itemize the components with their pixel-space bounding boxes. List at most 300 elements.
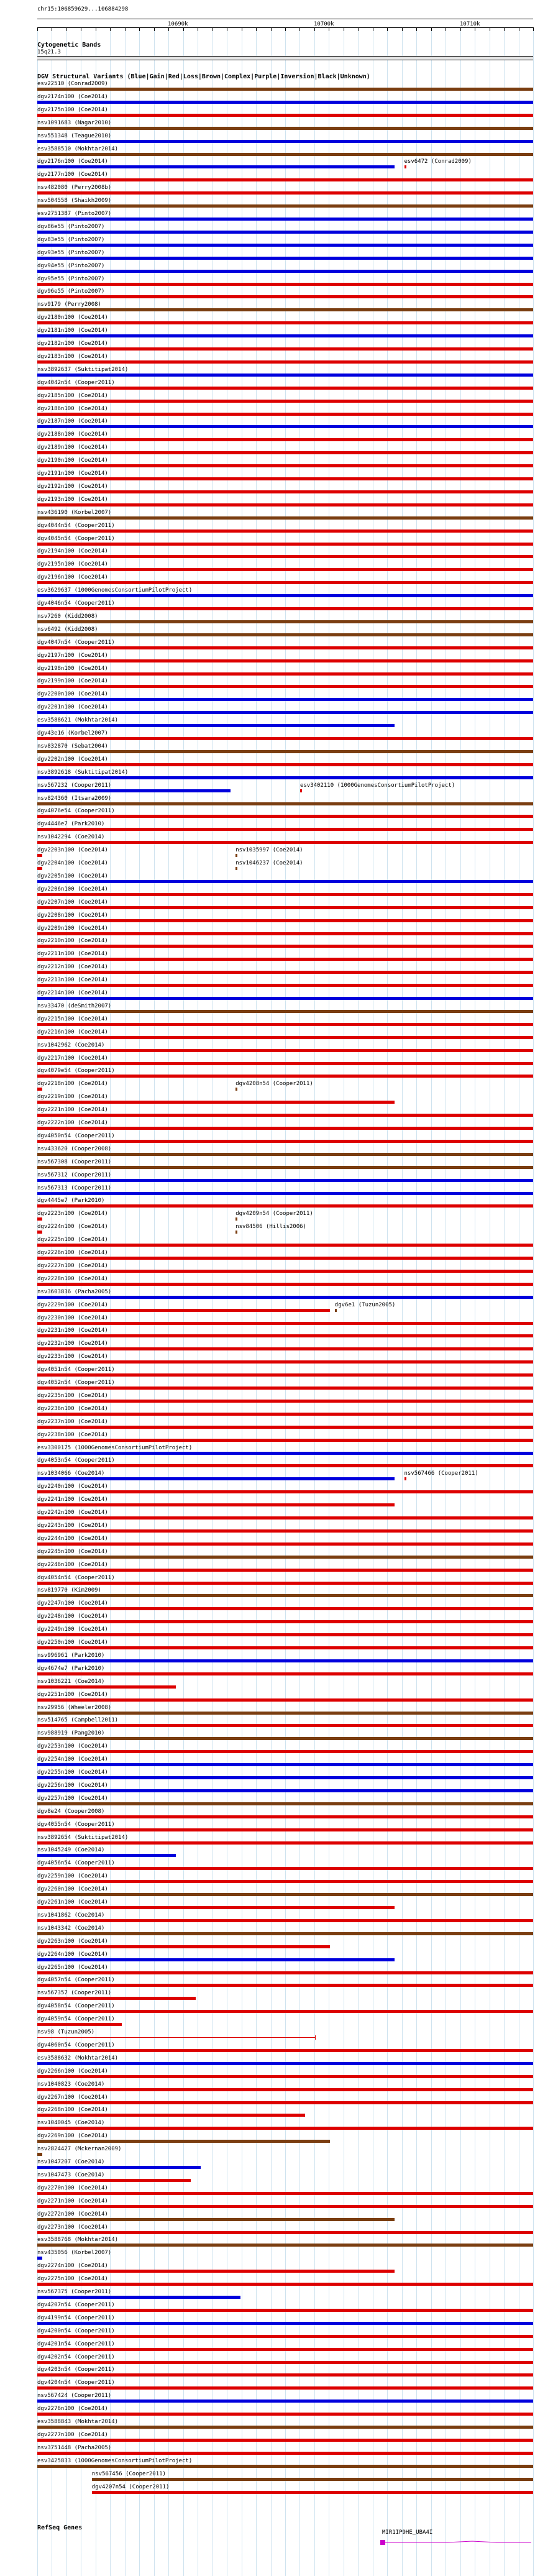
sv-bar[interactable]	[37, 1179, 533, 1182]
sv-label[interactable]: dgv2260n100 (Coe2014)	[37, 1886, 108, 1893]
sv-label[interactable]: nsv1036221 (Coe2014)	[37, 1678, 105, 1685]
sv-label[interactable]: dgv4060n54 (Cooper2011)	[37, 2042, 115, 2048]
sv-bar[interactable]	[37, 321, 533, 324]
sv-label[interactable]: dgv2276n100 (Coe2014)	[37, 2406, 108, 2413]
sv-bar[interactable]	[37, 516, 533, 520]
sv-bar[interactable]	[37, 1166, 533, 1169]
sv-bar[interactable]	[37, 2114, 305, 2117]
sv-label[interactable]: dgv4674e7 (Park2010)	[37, 1665, 105, 1672]
sv-bar[interactable]	[37, 1244, 533, 1247]
sv-bar[interactable]	[37, 2153, 42, 2156]
sv-bar[interactable]	[37, 2179, 191, 2182]
sv-bar[interactable]	[37, 270, 533, 273]
sv-bar[interactable]	[37, 490, 533, 493]
sv-bar[interactable]	[37, 672, 533, 676]
sv-bar[interactable]	[37, 2127, 533, 2130]
sv-label[interactable]: dgv2174n100 (Coe2014)	[37, 93, 108, 100]
sv-bar[interactable]	[37, 387, 533, 390]
sv-label[interactable]: dgv2215n100 (Coe2014)	[37, 1015, 108, 1022]
sv-bar[interactable]	[37, 854, 42, 857]
sv-label[interactable]: dgv2217n100 (Coe2014)	[37, 1055, 108, 1061]
sv-bar[interactable]	[37, 295, 533, 298]
sv-label[interactable]: dgv2219n100 (Coe2014)	[37, 1094, 108, 1101]
sv-bar[interactable]	[37, 218, 533, 221]
sv-label[interactable]: nsv2824427 (Mckernan2009)	[37, 2146, 122, 2153]
sv-bar-secondary[interactable]	[235, 867, 237, 870]
sv-bar[interactable]	[37, 1413, 533, 1416]
sv-label[interactable]: dgv2274n100 (Coe2014)	[37, 2263, 108, 2270]
sv-bar[interactable]	[37, 1283, 533, 1286]
sv-bar[interactable]	[37, 1373, 533, 1377]
sv-bar[interactable]	[37, 1426, 533, 1429]
sv-bar[interactable]	[37, 1945, 330, 1948]
sv-bar[interactable]	[37, 1204, 533, 1208]
sv-bar[interactable]	[37, 2439, 533, 2442]
sv-bar[interactable]	[37, 906, 533, 909]
sv-bar[interactable]	[37, 1192, 533, 1195]
sv-label[interactable]: esv22510 (Conrad2009)	[37, 81, 108, 87]
sv-bar[interactable]	[37, 646, 533, 649]
sv-bar[interactable]	[37, 958, 533, 961]
sv-bar[interactable]	[37, 347, 533, 351]
sv-label[interactable]: dgv2230n100 (Coe2014)	[37, 1314, 108, 1321]
sv-label-secondary[interactable]: dgv4208n54 (Cooper2011)	[235, 1081, 313, 1088]
sv-bar[interactable]	[37, 2244, 533, 2247]
sv-label[interactable]: dgv2275n100 (Coe2014)	[37, 2276, 108, 2283]
sv-label[interactable]: dgv4445e7 (Park2010)	[37, 1198, 105, 1204]
sv-label[interactable]: nsv29956 (Wheeler2008)	[37, 1704, 112, 1711]
sv-bar[interactable]	[37, 438, 533, 441]
sv-bar[interactable]	[37, 2386, 533, 2390]
sv-bar[interactable]	[37, 1763, 533, 1766]
sv-label[interactable]: dgv95e55 (Pinto2007)	[37, 275, 105, 282]
sv-bar[interactable]	[92, 2478, 533, 2481]
sv-label[interactable]: nsv1091683 (Nagar2010)	[37, 119, 112, 126]
sv-bar[interactable]	[37, 1023, 533, 1026]
sv-label[interactable]: dgv2243n100 (Coe2014)	[37, 1522, 108, 1529]
sv-bar[interactable]	[37, 802, 533, 805]
sv-bar[interactable]	[37, 2049, 533, 2052]
sv-label[interactable]: dgv4202n54 (Cooper2011)	[37, 2354, 115, 2360]
sv-bar[interactable]	[37, 1594, 533, 1597]
sv-label[interactable]: dgv2259n100 (Coe2014)	[37, 1873, 108, 1880]
sv-bar[interactable]	[37, 1582, 533, 1585]
sv-bar[interactable]	[37, 1334, 533, 1337]
sv-label[interactable]: dgv2254n100 (Coe2014)	[37, 1756, 108, 1763]
sv-label-secondary[interactable]: esv6472 (Conrad2009)	[404, 158, 472, 165]
sv-label[interactable]: dgv4056n54 (Cooper2011)	[37, 1860, 115, 1867]
sv-label[interactable]: dgv2188n100 (Coe2014)	[37, 431, 108, 438]
sv-bar[interactable]	[37, 140, 533, 143]
sv-bar[interactable]	[37, 932, 533, 935]
sv-label[interactable]: esv3588632 (Mokhtar2014)	[37, 2055, 119, 2061]
sv-bar[interactable]	[37, 880, 533, 883]
sv-label[interactable]: dgv43e16 (Korbel2007)	[37, 730, 108, 736]
sv-label[interactable]: esv3588768 (Mokhtar2014)	[37, 2237, 119, 2244]
sv-bar[interactable]	[37, 1140, 533, 1143]
sv-label[interactable]: dgv2272n100 (Coe2014)	[37, 2211, 108, 2217]
sv-bar[interactable]	[37, 1997, 196, 2000]
sv-label[interactable]: dgv4079e54 (Cooper2011)	[37, 1068, 115, 1075]
sv-label[interactable]: dgv2229n100 (Coe2014)	[37, 1301, 108, 1308]
sv-label[interactable]: nsv436190 (Korbel2007)	[37, 509, 112, 516]
sv-label[interactable]: dgv4076e54 (Cooper2011)	[37, 808, 115, 815]
sv-label[interactable]: nsv996961 (Park2010)	[37, 1652, 105, 1659]
sv-label[interactable]: dgv2177n100 (Coe2014)	[37, 172, 108, 178]
sv-label[interactable]: dgv2191n100 (Coe2014)	[37, 470, 108, 477]
sv-bar[interactable]	[37, 1387, 533, 1390]
sv-bar[interactable]	[37, 451, 533, 454]
sv-label[interactable]: nsv433620 (Cooper2008)	[37, 1145, 112, 1152]
sv-label[interactable]: nsv7260 (Kidd2008)	[37, 613, 98, 620]
sv-bar[interactable]	[37, 2452, 533, 2455]
sv-bar[interactable]	[37, 334, 533, 337]
sv-bar[interactable]	[37, 568, 533, 571]
sv-label[interactable]: nsv832870 (Sebat2004)	[37, 743, 108, 749]
sv-label[interactable]: dgv4044n54 (Cooper2011)	[37, 522, 115, 529]
sv-bar[interactable]	[37, 1932, 533, 1935]
sv-label[interactable]: nsv824360 (Itsara2009)	[37, 795, 112, 802]
sv-bar[interactable]	[37, 828, 533, 831]
sv-label[interactable]: dgv2273n100 (Coe2014)	[37, 2224, 108, 2230]
sv-bar-secondary[interactable]	[404, 165, 406, 168]
sv-bar[interactable]	[37, 1217, 42, 1221]
sv-label[interactable]: dgv4053n54 (Cooper2011)	[37, 1457, 115, 1464]
sv-bar[interactable]	[37, 581, 533, 584]
sv-label[interactable]: esv3588621 (Mokhtar2014)	[37, 717, 119, 724]
sv-label[interactable]: dgv2216n100 (Coe2014)	[37, 1029, 108, 1035]
sv-label[interactable]: nsv567313 (Cooper2011)	[37, 1185, 112, 1191]
sv-bar[interactable]	[37, 114, 533, 117]
sv-label-secondary[interactable]: nsv1046237 (Coe2014)	[235, 860, 303, 866]
sv-bar[interactable]	[37, 400, 533, 403]
sv-bar[interactable]	[37, 1542, 533, 1546]
sv-bar[interactable]	[37, 984, 533, 987]
sv-bar[interactable]	[37, 841, 533, 844]
sv-label[interactable]: nsv1042962 (Coe2014)	[37, 1042, 105, 1048]
sv-bar[interactable]	[37, 2361, 533, 2364]
sv-bar[interactable]	[37, 1322, 533, 1325]
sv-label[interactable]: dgv4050n54 (Cooper2011)	[37, 1132, 115, 1139]
sv-label[interactable]: dgv4200n54 (Cooper2011)	[37, 2327, 115, 2334]
sv-label[interactable]: dgv2221n100 (Coe2014)	[37, 1107, 108, 1114]
sv-label[interactable]: nsv567424 (Cooper2011)	[37, 2393, 112, 2400]
sv-bar[interactable]	[37, 633, 533, 636]
sv-label[interactable]: dgv2244n100 (Coe2014)	[37, 1535, 108, 1542]
sv-bar[interactable]	[37, 1556, 533, 1559]
sv-bar[interactable]	[37, 1737, 533, 1740]
sv-bar[interactable]	[37, 1127, 533, 1130]
sv-label[interactable]: dgv2249n100 (Coe2014)	[37, 1626, 108, 1633]
sv-label[interactable]: dgv2267n100 (Coe2014)	[37, 2094, 108, 2101]
sv-label[interactable]: dgv2196n100 (Coe2014)	[37, 574, 108, 581]
sv-label[interactable]: dgv2233n100 (Coe2014)	[37, 1354, 108, 1360]
sv-bar[interactable]	[37, 2322, 533, 2325]
sv-bar[interactable]	[37, 971, 533, 974]
sv-bar[interactable]	[37, 308, 533, 311]
sv-bar[interactable]	[37, 1036, 533, 1039]
sv-label[interactable]: dgv2185n100 (Coe2014)	[37, 392, 108, 399]
sv-bar[interactable]	[37, 1010, 533, 1013]
sv-bar[interactable]	[37, 2062, 533, 2065]
sv-bar[interactable]	[37, 2023, 122, 2026]
sv-bar[interactable]	[37, 1750, 533, 1753]
sv-label[interactable]: dgv2266n100 (Coe2014)	[37, 2068, 108, 2074]
sv-label[interactable]: dgv4057n54 (Cooper2011)	[37, 1977, 115, 1984]
sv-label[interactable]: nsv567312 (Cooper2011)	[37, 1171, 112, 1178]
sv-label[interactable]: dgv4201n54 (Cooper2011)	[37, 2340, 115, 2347]
sv-label-secondary[interactable]: dgv6e1 (Tuzun2005)	[334, 1301, 396, 1308]
sv-label[interactable]: dgv2180n100 (Coe2014)	[37, 314, 108, 321]
sv-bar[interactable]	[37, 374, 533, 377]
sv-label[interactable]: dgv2186n100 (Coe2014)	[37, 405, 108, 412]
sv-bar[interactable]	[37, 2010, 533, 2013]
sv-bar[interactable]	[37, 1712, 533, 1715]
sv-label[interactable]: dgv4199n54 (Cooper2011)	[37, 2314, 115, 2321]
sv-label[interactable]: dgv4055n54 (Cooper2011)	[37, 1821, 115, 1828]
sv-bar[interactable]	[37, 257, 533, 260]
sv-label[interactable]: dgv2198n100 (Coe2014)	[37, 665, 108, 672]
sv-bar[interactable]	[37, 1075, 533, 1078]
sv-label[interactable]: dgv2224n100 (Coe2014)	[37, 1224, 108, 1231]
sv-label[interactable]: nsv1043342 (Coe2014)	[37, 1925, 105, 1932]
sv-bar[interactable]	[37, 737, 533, 740]
sv-label[interactable]: dgv83e55 (Pinto2007)	[37, 236, 105, 243]
sv-label[interactable]: dgv4207n54 (Cooper2011)	[37, 2301, 115, 2308]
sv-bar[interactable]	[37, 1231, 42, 1234]
sv-bar[interactable]	[37, 413, 533, 416]
sv-label[interactable]: dgv2237n100 (Coe2014)	[37, 1418, 108, 1425]
sv-bar[interactable]	[37, 594, 533, 597]
sv-label[interactable]: dgv96e55 (Pinto2007)	[37, 288, 105, 295]
sv-bar[interactable]	[37, 1724, 533, 1727]
sv-label[interactable]: dgv2255n100 (Coe2014)	[37, 1769, 108, 1776]
sv-bar[interactable]	[37, 1867, 533, 1870]
sv-bar[interactable]	[37, 1257, 533, 1260]
sv-bar[interactable]	[37, 815, 533, 818]
sv-bar[interactable]	[37, 750, 533, 753]
sv-bar[interactable]	[37, 1270, 533, 1273]
sv-label[interactable]: dgv2202n100 (Coe2014)	[37, 756, 108, 763]
sv-label[interactable]: nsv567308 (Cooper2011)	[37, 1158, 112, 1165]
sv-bar[interactable]	[37, 1906, 395, 1909]
sv-bar[interactable]	[37, 1841, 533, 1845]
sv-label[interactable]: esv3300175 (1000GenomesConsortiumPilotProject)	[37, 1444, 193, 1451]
sv-label[interactable]: nsv1040045 (Coe2014)	[37, 2120, 105, 2127]
sv-bar[interactable]	[37, 127, 533, 130]
sv-bar[interactable]	[37, 2465, 533, 2468]
sv-label[interactable]: dgv4052n54 (Cooper2011)	[37, 1380, 115, 1386]
sv-label[interactable]: dgv2236n100 (Coe2014)	[37, 1405, 108, 1412]
sv-bar[interactable]	[37, 1347, 533, 1350]
sv-bar[interactable]	[37, 763, 533, 766]
sv-bar-secondary[interactable]	[235, 1231, 237, 1234]
sv-bar[interactable]	[37, 1309, 330, 1312]
sv-bar[interactable]	[37, 2400, 533, 2403]
sv-bar[interactable]	[37, 1685, 176, 1689]
sv-label[interactable]: dgv2192n100 (Coe2014)	[37, 483, 108, 490]
sv-label[interactable]: dgv4051n54 (Cooper2011)	[37, 1367, 115, 1373]
sv-label[interactable]: dgv2257n100 (Coe2014)	[37, 1795, 108, 1802]
sv-label[interactable]: nsv3892654 (Suktitipat2014)	[37, 1834, 129, 1841]
sv-label[interactable]: nsv819770 (Kim2009)	[37, 1587, 101, 1594]
sv-label[interactable]: dgv2247n100 (Coe2014)	[37, 1600, 108, 1607]
sv-label[interactable]: dgv2206n100 (Coe2014)	[37, 886, 108, 892]
sv-label[interactable]: dgv2250n100 (Coe2014)	[37, 1639, 108, 1646]
sv-bar[interactable]	[37, 204, 533, 208]
sv-bar[interactable]	[37, 477, 533, 480]
sv-label[interactable]: nsv3751448 (Pacha2005)	[37, 2444, 112, 2451]
sv-bar[interactable]	[37, 1088, 42, 1091]
sv-label[interactable]: dgv2210n100 (Coe2014)	[37, 938, 108, 945]
sv-label[interactable]: nsv98 (Tuzun2005)	[37, 2029, 95, 2035]
sv-bar[interactable]	[37, 2205, 533, 2208]
sv-bar[interactable]	[37, 1607, 533, 1610]
sv-bar[interactable]	[37, 1919, 533, 1922]
sv-bar[interactable]	[37, 1503, 395, 1506]
sv-bar[interactable]	[37, 893, 533, 896]
sv-label[interactable]: dgv4207n54 (Cooper2011)	[91, 2483, 170, 2490]
sv-bar[interactable]	[37, 2088, 533, 2091]
sv-bar[interactable]	[37, 360, 533, 364]
sv-label[interactable]: nsv33470 (deSmith2007)	[37, 1002, 112, 1009]
sv-bar[interactable]	[37, 2426, 533, 2429]
sv-label[interactable]: dgv2227n100 (Coe2014)	[37, 1262, 108, 1269]
sv-bar[interactable]	[37, 1698, 533, 1702]
sv-label-secondary[interactable]: nsv567466 (Cooper2011)	[404, 1470, 478, 1477]
sv-label[interactable]: dgv2238n100 (Coe2014)	[37, 1431, 108, 1438]
sv-label[interactable]: dgv2211n100 (Coe2014)	[37, 951, 108, 958]
sv-label[interactable]: dgv2226n100 (Coe2014)	[37, 1250, 108, 1256]
sv-label-secondary[interactable]: esv3402110 (1000GenomesConsortiumPilotProject)	[299, 782, 455, 789]
sv-bar[interactable]	[37, 1893, 533, 1896]
sv-label[interactable]: dgv2194n100 (Coe2014)	[37, 548, 108, 555]
sv-label[interactable]: dgv2235n100 (Coe2014)	[37, 1392, 108, 1399]
sv-label[interactable]: esv3588510 (Mokhtar2014)	[37, 145, 119, 152]
sv-label[interactable]: nsv3603836 (Pacha2005)	[37, 1288, 112, 1295]
sv-label[interactable]: dgv2241n100 (Coe2014)	[37, 1497, 108, 1503]
sv-label[interactable]: dgv2240n100 (Coe2014)	[37, 1483, 108, 1490]
sv-bar[interactable]	[37, 919, 533, 922]
sv-bar[interactable]	[37, 88, 533, 91]
sv-bar[interactable]	[37, 2373, 533, 2377]
sv-label[interactable]: dgv4446e7 (Park2010)	[37, 821, 105, 828]
sv-bar[interactable]	[37, 2192, 533, 2195]
sv-bar[interactable]	[37, 2296, 240, 2299]
sv-label[interactable]: dgv2193n100 (Coe2014)	[37, 496, 108, 503]
sv-label[interactable]: dgv2199n100 (Coe2014)	[37, 678, 108, 685]
sv-bar[interactable]	[37, 2166, 201, 2169]
sv-label[interactable]: dgv2203n100 (Coe2014)	[37, 847, 108, 854]
sv-label[interactable]: dgv2204n100 (Coe2014)	[37, 860, 108, 866]
sv-label[interactable]: nsv1034066 (Coe2014)	[37, 1470, 105, 1477]
sv-label[interactable]: nsv482080 (Perry2008b)	[37, 185, 112, 191]
sv-label[interactable]: nsv1045249 (Coe2014)	[37, 1847, 105, 1854]
sv-label[interactable]: dgv4204n54 (Cooper2011)	[37, 2380, 115, 2386]
sv-label[interactable]: dgv2223n100 (Coe2014)	[37, 1211, 108, 1217]
sv-bar[interactable]	[37, 543, 533, 546]
sv-label[interactable]: dgv2245n100 (Coe2014)	[37, 1548, 108, 1555]
sv-bar[interactable]	[37, 1477, 395, 1480]
sv-bar[interactable]	[37, 101, 533, 104]
sv-bar[interactable]	[37, 1854, 176, 1857]
sv-label[interactable]: esv3588843 (Mokhtar2014)	[37, 2419, 119, 2425]
sv-label[interactable]: dgv2261n100 (Coe2014)	[37, 1899, 108, 1905]
sv-label[interactable]: dgv2195n100 (Coe2014)	[37, 561, 108, 568]
sv-label[interactable]: dgv93e55 (Pinto2007)	[37, 249, 105, 256]
sv-bar[interactable]	[37, 503, 533, 506]
sv-bar[interactable]	[37, 2257, 42, 2260]
sv-label[interactable]: dgv2218n100 (Coe2014)	[37, 1081, 108, 1088]
sv-label[interactable]: nsv567375 (Cooper2011)	[37, 2289, 112, 2295]
sv-label[interactable]: dgv2209n100 (Coe2014)	[37, 925, 108, 932]
sv-label[interactable]: nsv567456 (Cooper2011)	[91, 2470, 166, 2477]
sv-label[interactable]: dgv2214n100 (Coe2014)	[37, 990, 108, 996]
sv-bar[interactable]	[37, 1400, 533, 1403]
sv-bar[interactable]	[37, 464, 533, 467]
sv-label[interactable]: dgv2265n100 (Coe2014)	[37, 1964, 108, 1971]
sv-bar[interactable]	[37, 1439, 533, 1442]
sv-label[interactable]: dgv4042n54 (Cooper2011)	[37, 379, 115, 386]
sv-bar[interactable]	[37, 555, 533, 558]
sv-label[interactable]: dgv2200n100 (Coe2014)	[37, 691, 108, 698]
sv-label[interactable]: nsv3892637 (Suktitipat2014)	[37, 366, 129, 373]
sv-bar[interactable]	[37, 1620, 533, 1623]
sv-label[interactable]: dgv8e24 (Cooper2008)	[37, 1808, 105, 1815]
sv-bar[interactable]	[37, 1776, 533, 1779]
sv-label[interactable]: dgv2181n100 (Coe2014)	[37, 328, 108, 334]
sv-label[interactable]: dgv2277n100 (Coe2014)	[37, 2431, 108, 2438]
sv-label[interactable]: dgv2231n100 (Coe2014)	[37, 1327, 108, 1334]
sv-label[interactable]: dgv4046n54 (Cooper2011)	[37, 600, 115, 607]
sv-bar[interactable]	[37, 945, 533, 948]
sv-bar[interactable]	[37, 1529, 533, 1533]
sv-label[interactable]: dgv94e55 (Pinto2007)	[37, 262, 105, 269]
sv-label-secondary[interactable]: dgv4209n54 (Cooper2011)	[235, 1211, 313, 1217]
sv-bar[interactable]	[37, 1490, 533, 1493]
sv-bar[interactable]	[37, 997, 533, 1000]
sv-label[interactable]: dgv2176n100 (Coe2014)	[37, 158, 108, 165]
sv-label[interactable]: dgv4054n54 (Cooper2011)	[37, 1574, 115, 1581]
sv-label[interactable]: dgv2256n100 (Coe2014)	[37, 1782, 108, 1789]
sv-bar[interactable]	[37, 2270, 395, 2273]
sv-label[interactable]: dgv2271n100 (Coe2014)	[37, 2198, 108, 2204]
sv-label[interactable]: dgv2175n100 (Coe2014)	[37, 106, 108, 113]
sv-label[interactable]: dgv2190n100 (Coe2014)	[37, 457, 108, 464]
sv-label[interactable]: dgv2251n100 (Coe2014)	[37, 1691, 108, 1698]
sv-bar[interactable]	[37, 191, 533, 195]
sv-label[interactable]: nsv6492 (Kidd2008)	[37, 626, 98, 633]
sv-label[interactable]: dgv86e55 (Pinto2007)	[37, 223, 105, 230]
sv-label[interactable]: nsv1042294 (Coe2014)	[37, 834, 105, 841]
sv-bar[interactable]	[37, 1296, 533, 1299]
sv-bar[interactable]	[37, 1984, 533, 1987]
sv-bar[interactable]	[37, 1101, 395, 1104]
sv-bar[interactable]	[37, 2231, 533, 2234]
sv-label[interactable]: dgv2207n100 (Coe2014)	[37, 899, 108, 905]
sv-label[interactable]: dgv2182n100 (Coe2014)	[37, 341, 108, 347]
sv-bar-secondary[interactable]	[235, 1088, 237, 1091]
sv-label[interactable]: nsv567357 (Cooper2011)	[37, 1990, 112, 1997]
sv-label[interactable]: nsv9179 (Perry2008)	[37, 301, 101, 308]
sv-bar[interactable]	[37, 685, 533, 688]
sv-bar[interactable]	[37, 2335, 533, 2338]
sv-bar-secondary[interactable]	[404, 1477, 406, 1480]
sv-label[interactable]: dgv2242n100 (Coe2014)	[37, 1510, 108, 1516]
sv-label[interactable]: dgv2213n100 (Coe2014)	[37, 977, 108, 984]
sv-bar[interactable]	[37, 2283, 533, 2286]
sv-label[interactable]: nsv1040823 (Coe2014)	[37, 2081, 105, 2088]
